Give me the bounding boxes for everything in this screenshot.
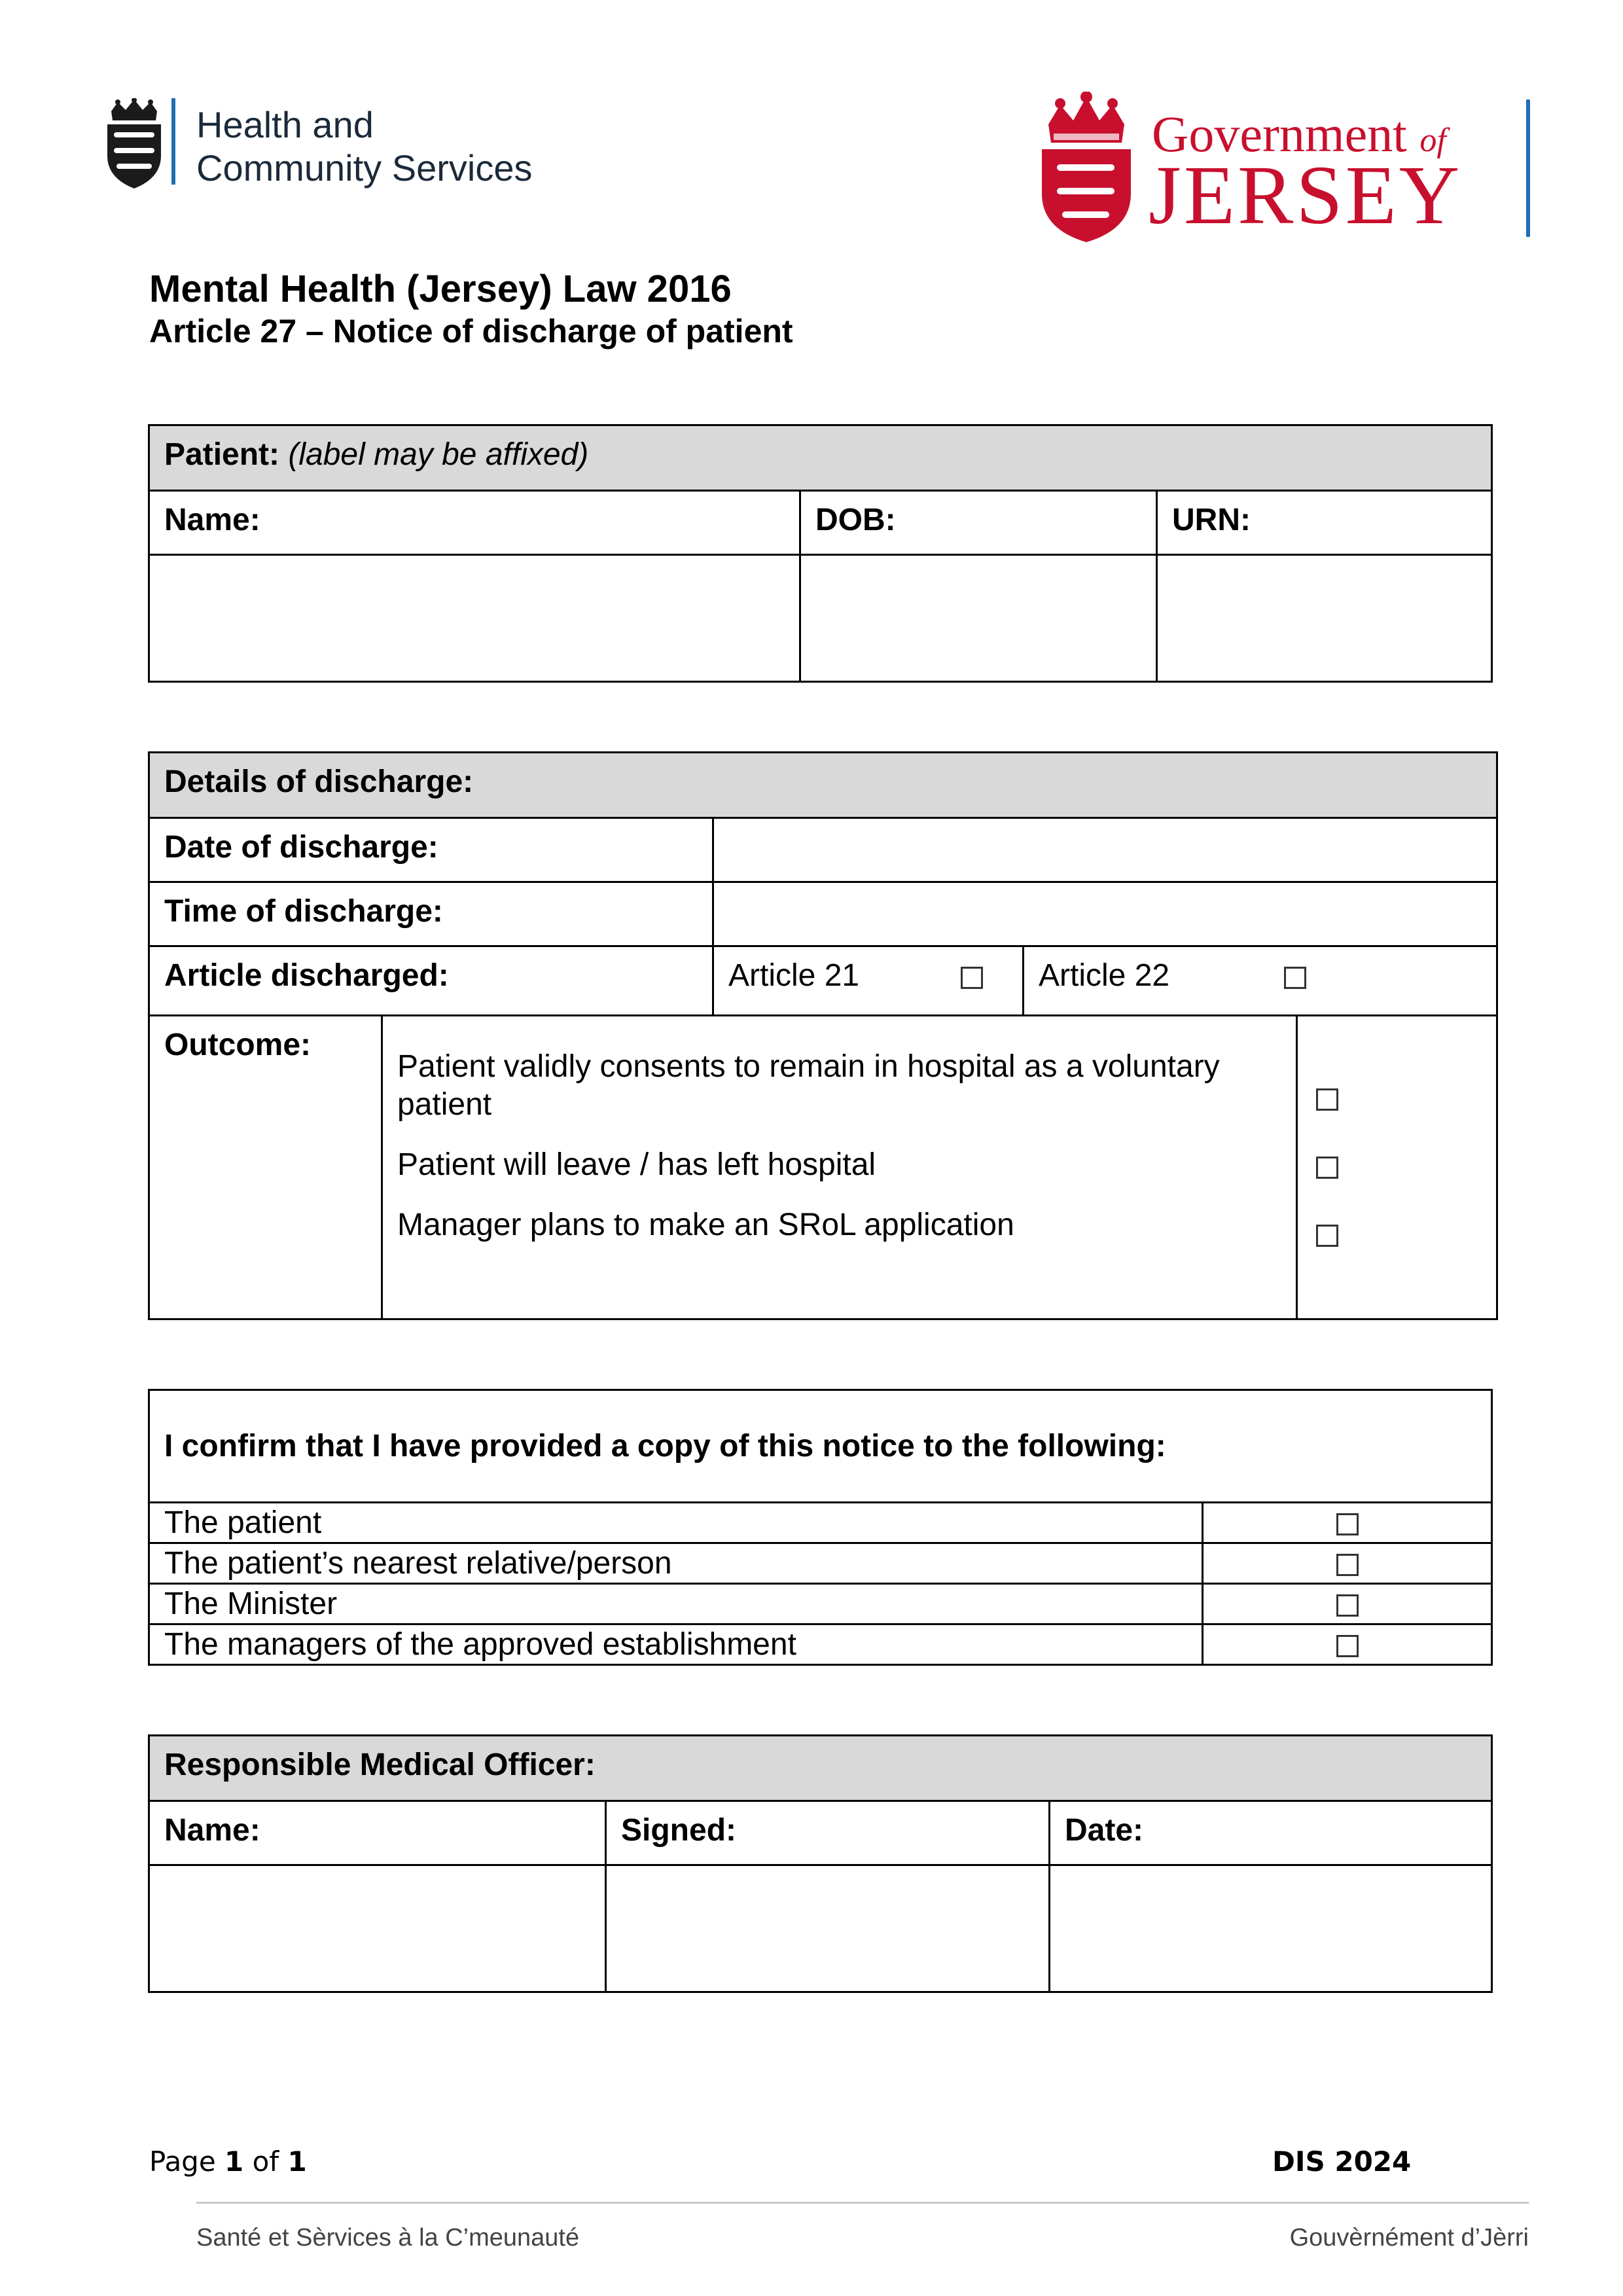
page-of: of [252,2145,279,2178]
outcome-leave-checkbox[interactable] [1316,1157,1338,1179]
rmo-signature-field[interactable] [606,1865,1050,1992]
copy-item-patient-check-cell [1203,1503,1492,1543]
copies-table [148,1389,1493,1666]
outcome-list [382,1016,1297,1319]
document-subtitle: Article 27 – Notice of discharge of patient [149,313,793,350]
page-total: 1 [287,2145,307,2178]
copy-item-nearest-relative-check-cell [1203,1543,1492,1584]
discharge-heading: Details of discharge: [149,753,1497,818]
patient-name-field[interactable] [149,555,800,682]
discharge-date-field[interactable] [713,818,1497,882]
rmo-table [148,1734,1493,1993]
rmo-date-field[interactable] [1050,1865,1492,1992]
outcome-leave: Patient will leave / has left hospital [397,1147,876,1182]
patient-heading-cell [149,425,1492,491]
outcome-voluntary: Patient validly consents to remain in hospital as a voluntary patient [397,1049,1220,1122]
copy-nearest-relative-checkbox[interactable] [1336,1554,1359,1576]
article-22-option [1024,946,1497,1016]
government-word: Government [1152,105,1407,162]
government-of: of [1419,122,1446,159]
patient-dob-label: DOB: [800,491,1157,555]
footer-government-jerriais: Gouvèrnément d’Jèrri [1289,2224,1529,2251]
patient-urn-label: URN: [1157,491,1492,555]
copy-minister-checkbox[interactable] [1336,1594,1359,1617]
copy-item-minister: The Minister [149,1584,1203,1624]
patient-table [148,424,1493,683]
article-22-checkbox[interactable] [1284,967,1306,989]
outcome-checkboxes [1297,1016,1497,1319]
copy-item-patient: The patient [149,1503,1203,1543]
outcome-label: Outcome: [149,1016,382,1319]
document-title: Mental Health (Jersey) Law 2016 [149,268,732,310]
page-current: 1 [224,2145,244,2178]
article-22-label: Article 22 [1039,958,1170,993]
outcome-voluntary-checkbox[interactable] [1316,1088,1338,1111]
article-21-checkbox[interactable] [961,967,983,989]
hcs-crest-icon [98,98,170,190]
rmo-heading: Responsible Medical Officer: [149,1736,1492,1801]
article-discharged-label: Article discharged: [149,946,713,1016]
patient-heading: Patient: [164,437,280,472]
header-divider [171,98,175,185]
header-right-divider [1526,99,1530,237]
patient-urn-field[interactable] [1157,555,1492,682]
rmo-signed-label: Signed: [606,1801,1050,1865]
patient-name-label: Name: [149,491,800,555]
page-number [149,2145,307,2178]
department-line-1: Health and [196,104,374,145]
page-word: Page [149,2145,216,2178]
rmo-name-label: Name: [149,1801,606,1865]
article-21-option [713,946,1024,1016]
discharge-table [148,751,1498,1320]
outcome-srol: Manager plans to make an SRoL application [397,1208,1014,1242]
department-line-2: Community Services [196,147,533,188]
copy-item-managers-check-cell [1203,1624,1492,1665]
discharge-date-label: Date of discharge: [149,818,713,882]
outcome-srol-checkbox[interactable] [1316,1225,1338,1247]
rmo-date-label: Date: [1050,1801,1492,1865]
copy-item-minister-check-cell [1203,1584,1492,1624]
rmo-name-field[interactable] [149,1865,606,1992]
department-name [196,103,532,190]
copy-managers-checkbox[interactable] [1336,1635,1359,1657]
discharge-time-label: Time of discharge: [149,882,713,946]
copy-item-nearest-relative: The patient’s nearest relative/person [149,1543,1203,1584]
government-wordmark-jersey: JERSEY [1149,149,1463,242]
copy-item-managers: The managers of the approved establishment [149,1624,1203,1665]
patient-heading-note: (label may be affixed) [288,437,589,472]
government-crest-icon [1034,92,1139,243]
copy-patient-checkbox[interactable] [1336,1513,1359,1535]
patient-dob-field[interactable] [800,555,1157,682]
footer-divider [196,2202,1529,2204]
form-code: DIS 2024 [1272,2145,1412,2178]
discharge-time-field[interactable] [713,882,1497,946]
footer-department-jerriais: Santé et Sèrvices à la C’meunauté [196,2224,580,2251]
copies-heading: I confirm that I have provided a copy of this notice to the following: [149,1390,1492,1503]
article-21-label: Article 21 [728,958,860,993]
